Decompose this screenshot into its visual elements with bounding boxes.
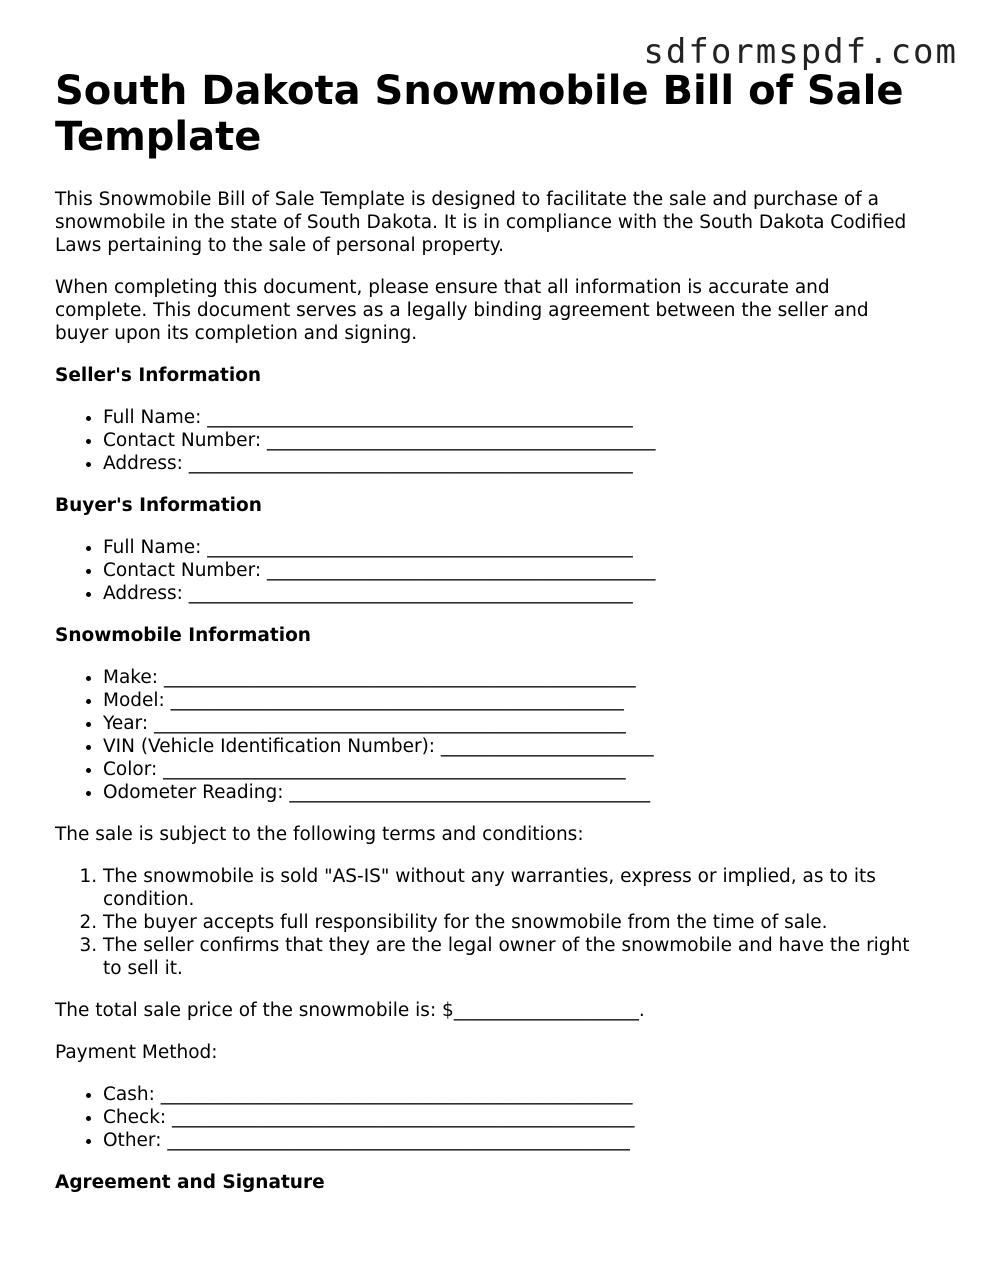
snowmobile-odometer-field: • Odometer Reading: _______________________________________ [103,781,925,804]
payment-cash-field: • Cash: ___________________________________________________ [103,1083,925,1106]
payment-method-label: Payment Method: [55,1042,218,1063]
seller-address-field: • Address: ________________________________________________ [103,452,925,475]
snowmobile-model-field: • Model: _________________________________________________ [103,689,925,712]
payment-check-field: • Check: __________________________________________________ [103,1106,925,1129]
buyer-contact-number-field: • Contact Number: __________________________________________ [103,559,925,582]
seller-full-name-field: • Full Name: ______________________________________________ [103,406,925,429]
snowmobile-make-field: • Make: ___________________________________________________ [103,666,925,689]
terms-item-ownership: 3. The seller confirms that they are the legal owner of the snowmobile and have the right to sell it. [103,934,925,980]
terms-list [55,865,925,980]
payment-fields-list [55,1083,925,1152]
page-title: South Dakota Snowmobile Bill of Sale Template [55,68,904,160]
payment-other-field: • Other: __________________________________________________ [103,1129,925,1152]
buyer-heading: Buyer's Information [55,495,262,516]
watermark-text: sdformspdf.com [643,32,958,72]
sale-price-line: The total sale price of the snowmobile is: $____________________. [55,1000,645,1021]
terms-intro: The sale is subject to the following terms and conditions: [55,824,584,845]
snowmobile-color-field: • Color: __________________________________________________ [103,758,925,781]
buyer-fields-list [55,536,925,605]
document-body [55,68,925,1213]
snowmobile-vin-field: • VIN (Vehicle Identification Number): _______________________ [103,735,925,758]
terms-item-as-is: 1. The snowmobile is sold "AS-IS" without any warranties, express or implied, as to its condition. [103,865,925,911]
snowmobile-heading: Snowmobile Information [55,625,311,646]
terms-item-responsibility: 2. The buyer accepts full responsibility for the snowmobile from the time of sale. [103,911,925,934]
seller-contact-number-field: • Contact Number: __________________________________________ [103,429,925,452]
snowmobile-year-field: • Year: ___________________________________________________ [103,712,925,735]
intro-paragraph-1: This Snowmobile Bill of Sale Template is designed to facilitate the sale and purchase of a snowmobile in the state of South Dakota. It is in compliance with the South Dakota Codified Laws pertaining to the sale of personal property. [55,189,907,256]
agreement-heading: Agreement and Signature [55,1172,325,1193]
buyer-address-field: • Address: ________________________________________________ [103,582,925,605]
seller-heading: Seller's Information [55,365,262,386]
seller-fields-list [55,406,925,475]
snowmobile-fields-list [55,666,925,804]
buyer-full-name-field: • Full Name: ______________________________________________ [103,536,925,559]
intro-paragraph-2: When completing this document, please ensure that all information is accurate and complete. This document serves as a legally binding agreement between the seller and buyer upon its completion and signing. [55,277,869,344]
